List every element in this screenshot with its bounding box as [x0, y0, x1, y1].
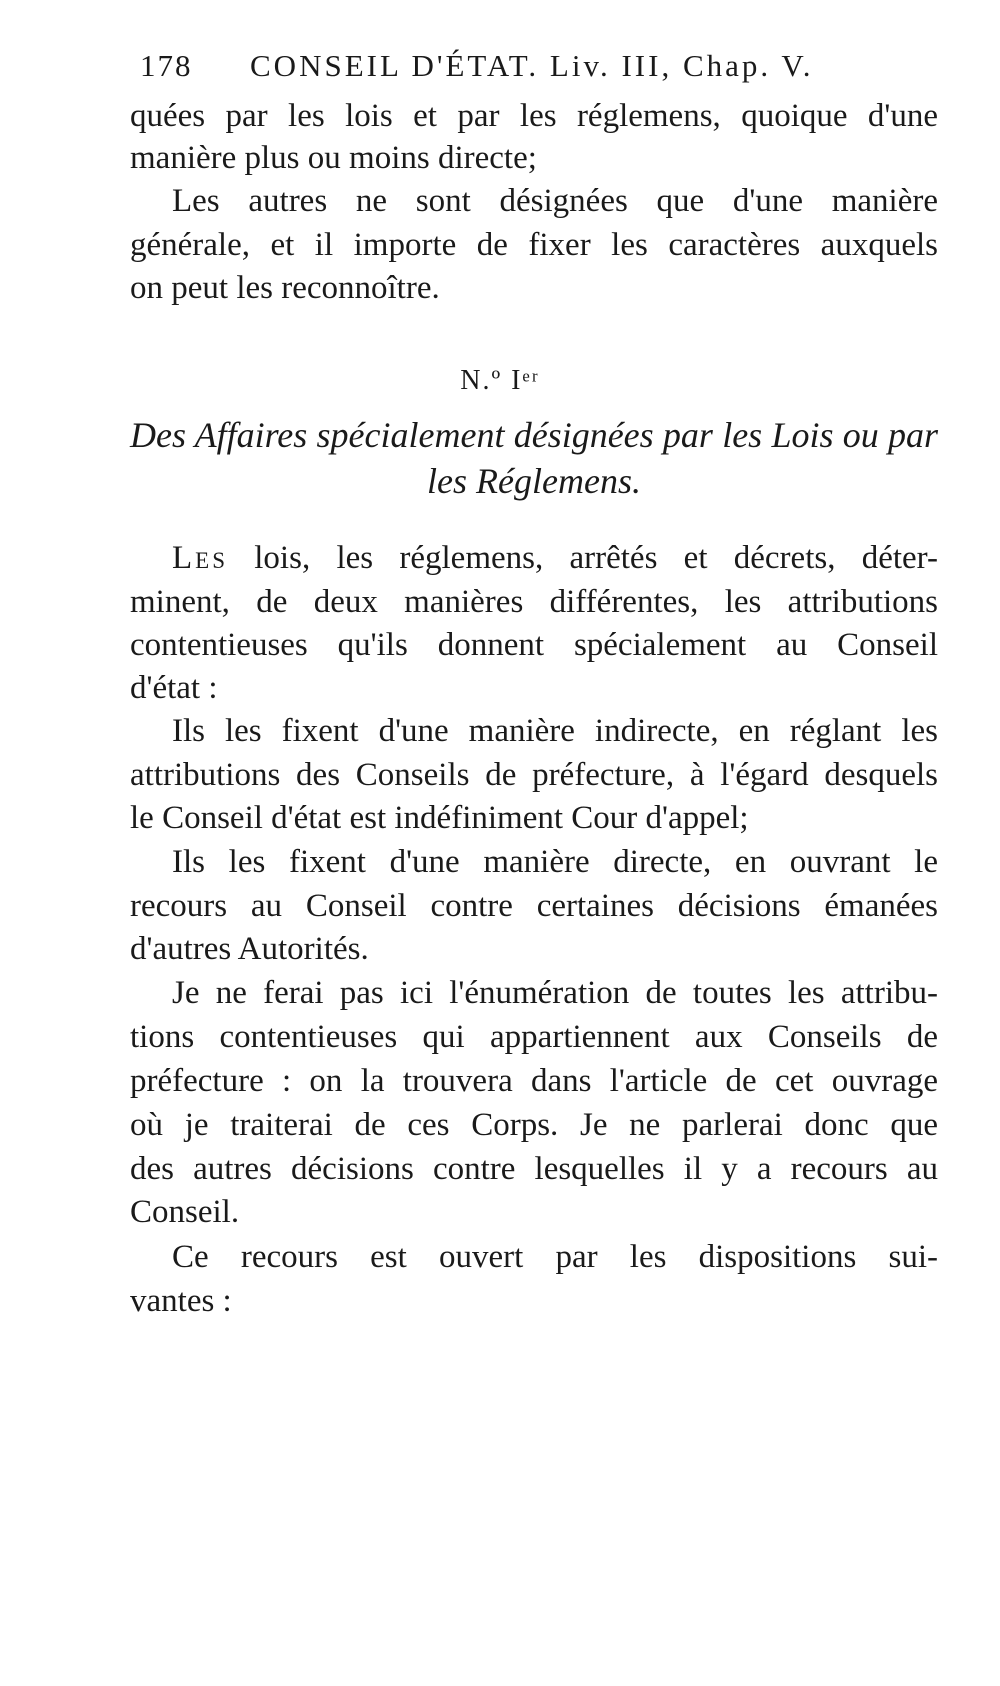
page-number: 178: [140, 48, 193, 83]
section-number: N.º Iᵉʳ: [460, 365, 540, 396]
text-line: Ils les fixent d'une manière directe, en ouvrant le: [172, 844, 938, 880]
section-heading-line: les Réglemens.: [427, 461, 641, 501]
text-line: tions contentieuses qui appartiennent aux Conseils de: [130, 1019, 938, 1055]
text-line: où je traiterai de ces Corps. Je ne parlerai donc que: [130, 1107, 938, 1143]
running-header: [140, 48, 860, 92]
text-line-rest: lois, les réglemens, arrêtés et décrets, déter-: [228, 540, 938, 576]
running-title: CONSEIL D'ÉTAT. Liv. III, Chap. V.: [250, 48, 814, 83]
text-line: minent, de deux manières différentes, les attributions: [130, 584, 938, 620]
text-line: Ce recours est ouvert par les dispositions sui-: [172, 1239, 938, 1275]
text-line: préfecture : on la trouvera dans l'article de cet ouvrage: [130, 1063, 938, 1099]
text-line: attributions des Conseils de préfecture, à l'égard desquels: [130, 757, 938, 793]
text-line: générale, et il importe de fixer les caractères auxquels: [130, 227, 938, 263]
text-line: vantes :: [130, 1283, 232, 1319]
text-line: [172, 538, 938, 578]
text-line: d'état :: [130, 670, 218, 706]
text-line: on peut les reconnoître.: [130, 270, 440, 306]
text-line: recours au Conseil contre certaines décisions émanées: [130, 888, 938, 924]
text-line: Je ne ferai pas ici l'énumération de toutes les attribu-: [172, 975, 938, 1011]
text-line: Conseil.: [130, 1194, 240, 1230]
text-line: Ils les fixent d'une manière indirecte, en réglant les: [172, 713, 938, 749]
text-line: le Conseil d'état est indéfiniment Cour d'appel;: [130, 800, 749, 836]
text-line: contentieuses qu'ils donnent spécialement au Conseil: [130, 627, 938, 663]
lettrine: Les: [172, 540, 228, 576]
text-line: des autres décisions contre lesquelles il y a recours au: [130, 1151, 938, 1187]
text-line: d'autres Autorités.: [130, 931, 369, 967]
text-line: Les autres ne sont désignées que d'une manière: [172, 183, 938, 219]
text-line: manière plus ou moins directe;: [130, 140, 537, 176]
text-line: quées par les lois et par les réglemens, quoique d'une: [130, 98, 938, 134]
section-heading-line: Des Affaires spécialement désignées par les Lois ou par: [130, 415, 938, 455]
